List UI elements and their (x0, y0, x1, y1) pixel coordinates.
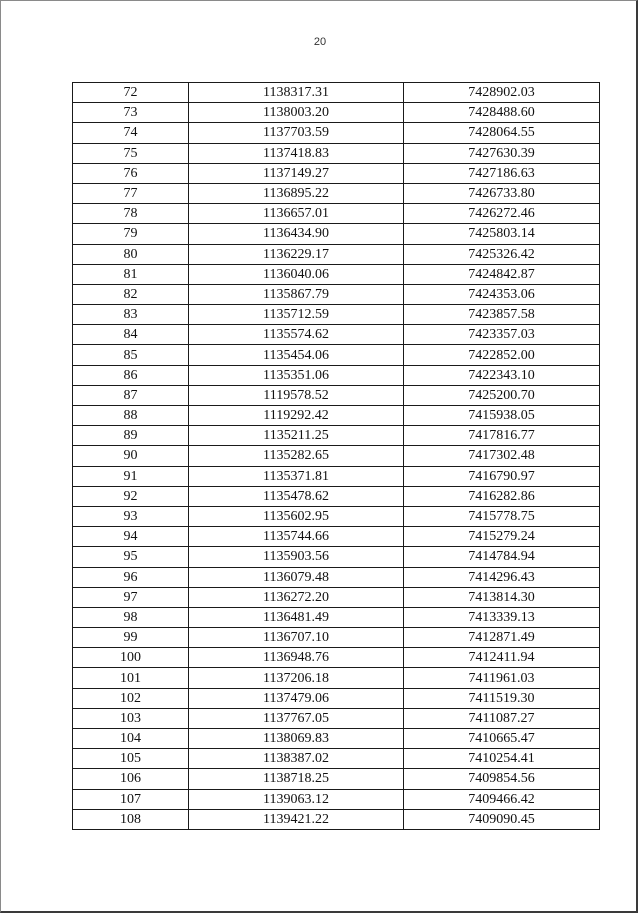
point-number-cell: 78 (73, 204, 189, 224)
y-coordinate-cell: 7413339.13 (404, 607, 600, 627)
y-coordinate-cell: 7425326.42 (404, 244, 600, 264)
table-row (73, 224, 600, 244)
y-coordinate-cell: 7415938.05 (404, 406, 600, 426)
table-row (73, 284, 600, 304)
point-number-cell: 104 (73, 729, 189, 749)
point-number-cell: 73 (73, 103, 189, 123)
point-number-cell: 107 (73, 789, 189, 809)
y-coordinate-cell: 7415778.75 (404, 506, 600, 526)
point-number-cell: 90 (73, 446, 189, 466)
point-number-cell: 88 (73, 406, 189, 426)
y-coordinate-cell: 7425803.14 (404, 224, 600, 244)
table-row (73, 567, 600, 587)
x-coordinate-cell: 1136434.90 (189, 224, 404, 244)
x-coordinate-cell: 1137418.83 (189, 143, 404, 163)
x-coordinate-cell: 1137206.18 (189, 668, 404, 688)
point-number-cell: 105 (73, 749, 189, 769)
coordinates-table-body (73, 83, 600, 830)
x-coordinate-cell: 1136948.76 (189, 648, 404, 668)
y-coordinate-cell: 7416282.86 (404, 486, 600, 506)
y-coordinate-cell: 7416790.97 (404, 466, 600, 486)
table-row (73, 365, 600, 385)
table-row (73, 183, 600, 203)
table-row (73, 103, 600, 123)
point-number-cell: 72 (73, 83, 189, 103)
page-number: 20 (313, 36, 327, 48)
x-coordinate-cell: 1136079.48 (189, 567, 404, 587)
x-coordinate-cell: 1135712.59 (189, 305, 404, 325)
table-row (73, 244, 600, 264)
table-row (73, 809, 600, 829)
y-coordinate-cell: 7413814.30 (404, 587, 600, 607)
point-number-cell: 89 (73, 426, 189, 446)
x-coordinate-cell: 1136040.06 (189, 264, 404, 284)
x-coordinate-cell: 1135282.65 (189, 446, 404, 466)
x-coordinate-cell: 1135903.56 (189, 547, 404, 567)
table-row (73, 143, 600, 163)
point-number-cell: 108 (73, 809, 189, 829)
table-row (73, 607, 600, 627)
point-number-cell: 74 (73, 123, 189, 143)
table-row (73, 305, 600, 325)
table-row (73, 648, 600, 668)
point-number-cell: 79 (73, 224, 189, 244)
x-coordinate-cell: 1137767.05 (189, 708, 404, 728)
x-coordinate-cell: 1119578.52 (189, 385, 404, 405)
x-coordinate-cell: 1137703.59 (189, 123, 404, 143)
y-coordinate-cell: 7409466.42 (404, 789, 600, 809)
table-row (73, 406, 600, 426)
y-coordinate-cell: 7415279.24 (404, 527, 600, 547)
table-row (73, 345, 600, 365)
y-coordinate-cell: 7422852.00 (404, 345, 600, 365)
table-row (73, 426, 600, 446)
x-coordinate-cell: 1135371.81 (189, 466, 404, 486)
y-coordinate-cell: 7425200.70 (404, 385, 600, 405)
y-coordinate-cell: 7417816.77 (404, 426, 600, 446)
y-coordinate-cell: 7410254.41 (404, 749, 600, 769)
y-coordinate-cell: 7412411.94 (404, 648, 600, 668)
table-row (73, 325, 600, 345)
x-coordinate-cell: 1136707.10 (189, 628, 404, 648)
point-number-cell: 82 (73, 284, 189, 304)
point-number-cell: 94 (73, 527, 189, 547)
x-coordinate-cell: 1138387.02 (189, 749, 404, 769)
table-row (73, 789, 600, 809)
point-number-cell: 85 (73, 345, 189, 365)
table-row (73, 506, 600, 526)
table-row (73, 587, 600, 607)
x-coordinate-cell: 1139421.22 (189, 809, 404, 829)
table-row (73, 729, 600, 749)
y-coordinate-cell: 7422343.10 (404, 365, 600, 385)
y-coordinate-cell: 7411087.27 (404, 708, 600, 728)
point-number-cell: 91 (73, 466, 189, 486)
table-row (73, 708, 600, 728)
table-row (73, 466, 600, 486)
table-row (73, 769, 600, 789)
table-row (73, 527, 600, 547)
table-row (73, 204, 600, 224)
x-coordinate-cell: 1136657.01 (189, 204, 404, 224)
x-coordinate-cell: 1135454.06 (189, 345, 404, 365)
x-coordinate-cell: 1135211.25 (189, 426, 404, 446)
x-coordinate-cell: 1135478.62 (189, 486, 404, 506)
point-number-cell: 84 (73, 325, 189, 345)
y-coordinate-cell: 7427630.39 (404, 143, 600, 163)
x-coordinate-cell: 1138718.25 (189, 769, 404, 789)
table-row (73, 264, 600, 284)
table-row (73, 163, 600, 183)
table-row (73, 547, 600, 567)
x-coordinate-cell: 1135602.95 (189, 506, 404, 526)
y-coordinate-cell: 7424842.87 (404, 264, 600, 284)
x-coordinate-cell: 1138069.83 (189, 729, 404, 749)
y-coordinate-cell: 7426733.80 (404, 183, 600, 203)
point-number-cell: 99 (73, 628, 189, 648)
y-coordinate-cell: 7411961.03 (404, 668, 600, 688)
point-number-cell: 95 (73, 547, 189, 567)
x-coordinate-cell: 1138003.20 (189, 103, 404, 123)
point-number-cell: 103 (73, 708, 189, 728)
point-number-cell: 92 (73, 486, 189, 506)
y-coordinate-cell: 7427186.63 (404, 163, 600, 183)
x-coordinate-cell: 1136229.17 (189, 244, 404, 264)
table-row (73, 446, 600, 466)
y-coordinate-cell: 7409090.45 (404, 809, 600, 829)
table-row (73, 123, 600, 143)
point-number-cell: 81 (73, 264, 189, 284)
x-coordinate-cell: 1119292.42 (189, 406, 404, 426)
table-row (73, 385, 600, 405)
y-coordinate-cell: 7414784.94 (404, 547, 600, 567)
point-number-cell: 96 (73, 567, 189, 587)
table-row (73, 668, 600, 688)
point-number-cell: 87 (73, 385, 189, 405)
y-coordinate-cell: 7423357.03 (404, 325, 600, 345)
x-coordinate-cell: 1137149.27 (189, 163, 404, 183)
table-row (73, 749, 600, 769)
y-coordinate-cell: 7423857.58 (404, 305, 600, 325)
y-coordinate-cell: 7411519.30 (404, 688, 600, 708)
table-row (73, 83, 600, 103)
point-number-cell: 83 (73, 305, 189, 325)
point-number-cell: 100 (73, 648, 189, 668)
x-coordinate-cell: 1136481.49 (189, 607, 404, 627)
y-coordinate-cell: 7426272.46 (404, 204, 600, 224)
y-coordinate-cell: 7414296.43 (404, 567, 600, 587)
table-row (73, 628, 600, 648)
point-number-cell: 97 (73, 587, 189, 607)
point-number-cell: 75 (73, 143, 189, 163)
y-coordinate-cell: 7409854.56 (404, 769, 600, 789)
x-coordinate-cell: 1135744.66 (189, 527, 404, 547)
y-coordinate-cell: 7412871.49 (404, 628, 600, 648)
y-coordinate-cell: 7428488.60 (404, 103, 600, 123)
x-coordinate-cell: 1136272.20 (189, 587, 404, 607)
y-coordinate-cell: 7428064.55 (404, 123, 600, 143)
y-coordinate-cell: 7417302.48 (404, 446, 600, 466)
point-number-cell: 86 (73, 365, 189, 385)
x-coordinate-cell: 1136895.22 (189, 183, 404, 203)
point-number-cell: 98 (73, 607, 189, 627)
x-coordinate-cell: 1135351.06 (189, 365, 404, 385)
y-coordinate-cell: 7410665.47 (404, 729, 600, 749)
point-number-cell: 101 (73, 668, 189, 688)
x-coordinate-cell: 1139063.12 (189, 789, 404, 809)
x-coordinate-cell: 1135574.62 (189, 325, 404, 345)
x-coordinate-cell: 1137479.06 (189, 688, 404, 708)
x-coordinate-cell: 1138317.31 (189, 83, 404, 103)
y-coordinate-cell: 7428902.03 (404, 83, 600, 103)
table-row (73, 688, 600, 708)
x-coordinate-cell: 1135867.79 (189, 284, 404, 304)
point-number-cell: 106 (73, 769, 189, 789)
point-number-cell: 77 (73, 183, 189, 203)
point-number-cell: 102 (73, 688, 189, 708)
y-coordinate-cell: 7424353.06 (404, 284, 600, 304)
point-number-cell: 76 (73, 163, 189, 183)
table-row (73, 486, 600, 506)
point-number-cell: 80 (73, 244, 189, 264)
point-number-cell: 93 (73, 506, 189, 526)
coordinates-table (72, 82, 600, 830)
